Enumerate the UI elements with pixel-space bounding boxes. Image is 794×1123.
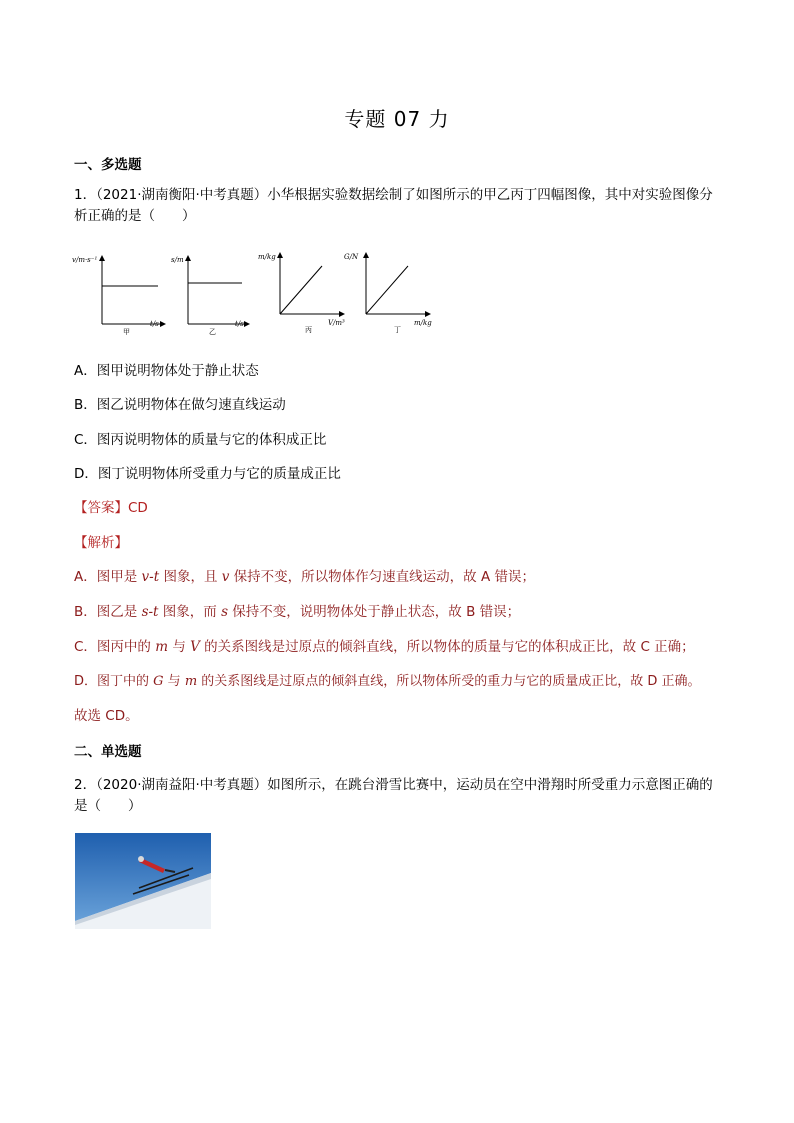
conclusion: 故选 CD。 (74, 708, 139, 724)
question-1-stem-line-2: 析正确的是（ ） (74, 208, 196, 224)
analysis-b: B．图乙是 s-t 图象，而 s 保持不变，说明物体处于静止状态，故 B 错误； (74, 604, 521, 620)
graph-jia-ylabel: v/m·s⁻¹ (72, 256, 98, 264)
answer-value: CD (128, 500, 148, 516)
graph-yi-name: 乙 (209, 328, 216, 336)
graph-bing (258, 253, 345, 334)
graph-ding-xlabel: m/kg (414, 319, 432, 327)
analysis-label: 【解析】 (74, 535, 128, 551)
graph-ding-ylabel: G/N (344, 253, 359, 261)
option-b: B．图乙说明物体在做匀速直线运动 (74, 397, 286, 413)
graph-bing-line (280, 266, 322, 314)
section-heading-multiple-choice: 一、多选题 (74, 157, 142, 173)
graph-ding-name: 丁 (394, 326, 401, 334)
analysis-c: C．图丙中的 m 与 V 的关系图线是过原点的倾斜直线，所以物体的质量与它的体积成正比，故 C 正确； (74, 639, 695, 655)
graph-ding-line (366, 266, 408, 314)
option-a: A．图甲说明物体处于静止状态 (74, 363, 259, 379)
graph-jia-name: 甲 (123, 328, 130, 336)
question-1-stem-line-1: 1．（2021·湖南衡阳·中考真题）小华根据实验数据绘制了如图所示的甲乙丙丁四幅图像，其中对实验图像分 (74, 187, 713, 203)
analysis-d: D．图丁中的 G 与 m 的关系图线是过原点的倾斜直线，所以物体所受的重力与它的质量成正比，故 D 正确。 (74, 674, 701, 689)
graph-yi (171, 256, 249, 336)
question-2-stem-line-2: 是（ ） (74, 798, 142, 814)
analysis-a: A．图甲是 v-t 图象，且 v 保持不变，所以物体作匀速直线运动，故 A 错误； (74, 569, 535, 585)
graph-bing-name: 丙 (305, 326, 312, 334)
graph-jia-xlabel: t/s (150, 320, 159, 328)
graph-yi-ylabel: s/m (171, 256, 184, 264)
option-d: D．图丁说明物体所受重力与它的质量成正比 (74, 466, 341, 482)
graph-jia (72, 256, 165, 336)
answer-row (74, 498, 148, 518)
page-title: 专题 07 力 (344, 107, 450, 131)
ski-jump-photo (75, 833, 211, 929)
graph-ding (344, 253, 432, 334)
question-2-stem-line-1: 2．（2020·湖南益阳·中考真题）如图所示，在跳台滑雪比赛中，运动员在空中滑翔时所受重力示意图正确的 (74, 777, 713, 793)
question-1-graphs-figure (72, 246, 442, 338)
graph-bing-ylabel: m/kg (258, 253, 276, 261)
section-heading-single-choice: 二、单选题 (74, 744, 142, 760)
graph-bing-xlabel: V/m³ (328, 319, 345, 327)
graph-yi-xlabel: t/s (235, 320, 244, 328)
option-c: C．图丙说明物体的质量与它的体积成正比 (74, 432, 327, 448)
answer-label: 【答案】 (74, 500, 128, 516)
